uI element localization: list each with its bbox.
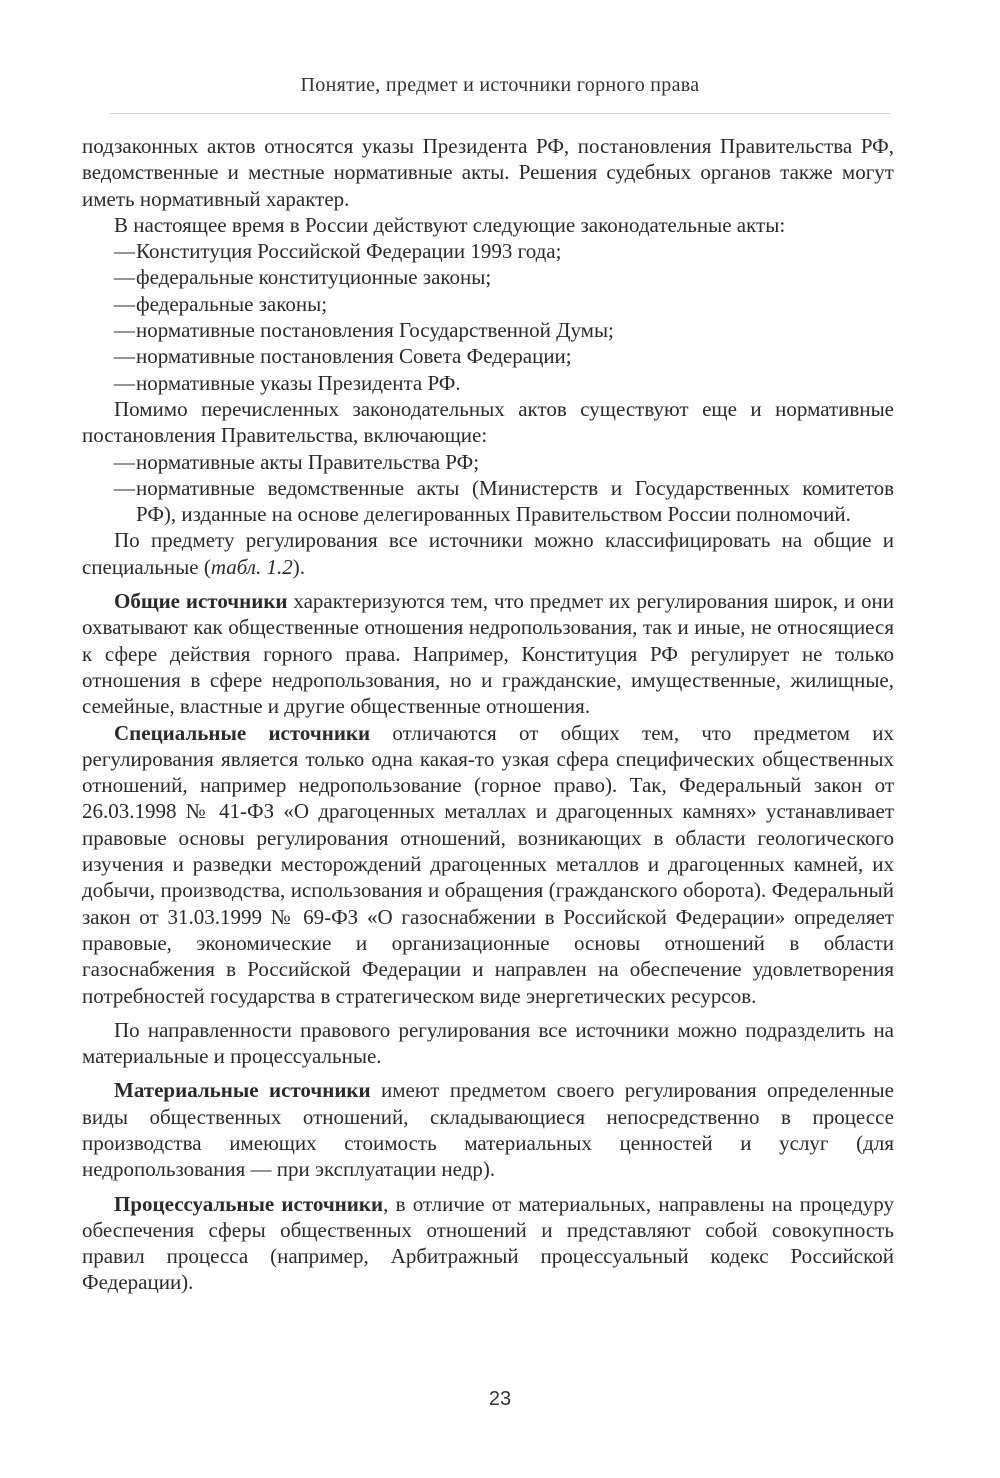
- paragraph-general-sources: [82, 588, 894, 719]
- paragraph-7: По направленности правового регулирования все источники можно подразделить на материальные и процессуальные.: [82, 1017, 894, 1069]
- dash-marker: —: [114, 318, 135, 343]
- list-item-text: нормативные постановления Совета Федерации;: [136, 344, 572, 369]
- paragraph-2: В настоящее время в России действуют следующие законодательные акты:: [114, 212, 786, 237]
- list-item-text: нормативные указы Президента РФ.: [136, 370, 461, 395]
- dash-marker: —: [114, 239, 135, 264]
- paragraph-text: имеют предметом своего регулирования определенные виды общественных отношений, складывающиеся непосредственно в процессе производства имеющих стоимость материальных ценностей и услуг (для недропользования — при эксплуатации недр).: [82, 1078, 894, 1182]
- term-heading: Специальные источники: [114, 720, 371, 745]
- legislative-acts-list: [82, 238, 894, 396]
- paragraph-text: отличаются от общих тем, что предметом их регулирования является только одна какая-то узкая сфера специфических общественных отношений, например недропользование (горное право). Так, Федеральный закон от 26.03.1998 № 41-ФЗ «О драгоценных металлах и драгоценных камнях» устанавливает правовые основы регулирования отношений, возникающих в области геологического изучения и разведки месторождений драгоценных металлов и драгоценных камней, их добычи, производства, использования и обращения (гражданского оборота). Федеральный закон от 31.03.1999 № 69-ФЗ «О газоснабжении в Российской Федерации» определяет правовые, экономические и организационные основы отношений в области газоснабжения в Российской Федерации и направлен на обеспечение удовлетворения потребностей государства в стратегическом виде энергетических ресурсов.: [82, 720, 894, 1008]
- list-item: [82, 343, 894, 369]
- paragraph-1: подзаконных актов относятся указы Президента РФ, постановления Правительства РФ, ведомственные и местные нормативные акты. Решения судебных органов также могут иметь нормативный характер.: [82, 134, 894, 211]
- dash-marker: —: [114, 370, 135, 395]
- list-item-text: нормативные акты Правительства РФ;: [136, 449, 480, 474]
- paragraph-material-sources: [82, 1077, 894, 1182]
- list-item-text: нормативные постановления Государственной Думы;: [136, 318, 614, 343]
- term-heading: Процессуальные источники: [114, 1191, 384, 1216]
- list-item-text: федеральные конституционные законы;: [136, 265, 492, 290]
- paragraph-text: , в отличие от материальных, направлены на процедуру обеспечения сферы общественных отношений и представляют собой совокупность правил процесса (например, Арбитражный процессуальный кодекс Российской Федерации).: [82, 1191, 895, 1295]
- list-item: [82, 264, 894, 290]
- paragraph-text: характеризуются тем, что предмет их регулирования широк, и они охватывают как общественные отношения недропользования, так и иные, не относящиеся к сфере действия горного права. Например, Конституция РФ регулирует не только отношения в сфере недропользования, но и гражданские, имущественные, жилищные, семейные, властные и другие общественные отношения.: [82, 589, 894, 719]
- list-item: [82, 238, 894, 264]
- list-item: [82, 291, 894, 317]
- table-reference: табл. 1.2: [210, 554, 293, 579]
- dash-marker: —: [114, 291, 135, 316]
- list-item: [82, 449, 894, 475]
- list-item-text: Конституция Российской Федерации 1993 года;: [136, 239, 562, 264]
- dash-marker: —: [114, 344, 135, 369]
- government-acts-list: [82, 449, 894, 528]
- paragraph-tail: ).: [292, 554, 305, 579]
- page-body: [82, 133, 894, 1296]
- list-item-text: федеральные законы;: [136, 291, 328, 316]
- paragraph-special-sources: [82, 720, 894, 1009]
- list-item: [82, 317, 894, 343]
- running-header: Понятие, предмет и источники горного права: [300, 74, 700, 96]
- list-item: [82, 370, 894, 396]
- term-heading: Общие источники: [114, 589, 288, 614]
- term-heading: Материальные источники: [114, 1078, 371, 1103]
- paragraph-procedural-sources: [82, 1191, 894, 1296]
- paragraph-4: [82, 527, 894, 580]
- dash-marker: —: [114, 265, 135, 290]
- dash-marker: —: [114, 475, 135, 500]
- header-divider: [110, 113, 890, 114]
- list-item-text: нормативные ведомственные акты (Министерств и Государственных комитетов РФ), изданные на основе делегированных Правительством России полномочий.: [136, 475, 894, 527]
- paragraph-text: По предмету регулирования все источники можно классифицировать на общие и специальные (: [82, 528, 894, 579]
- paragraph-3: Помимо перечисленных законодательных актов существуют еще и нормативные постановления Правительства, включающие:: [82, 396, 894, 448]
- page-number: 23: [488, 1388, 512, 1410]
- dash-marker: —: [114, 449, 135, 474]
- list-item: [82, 475, 894, 528]
